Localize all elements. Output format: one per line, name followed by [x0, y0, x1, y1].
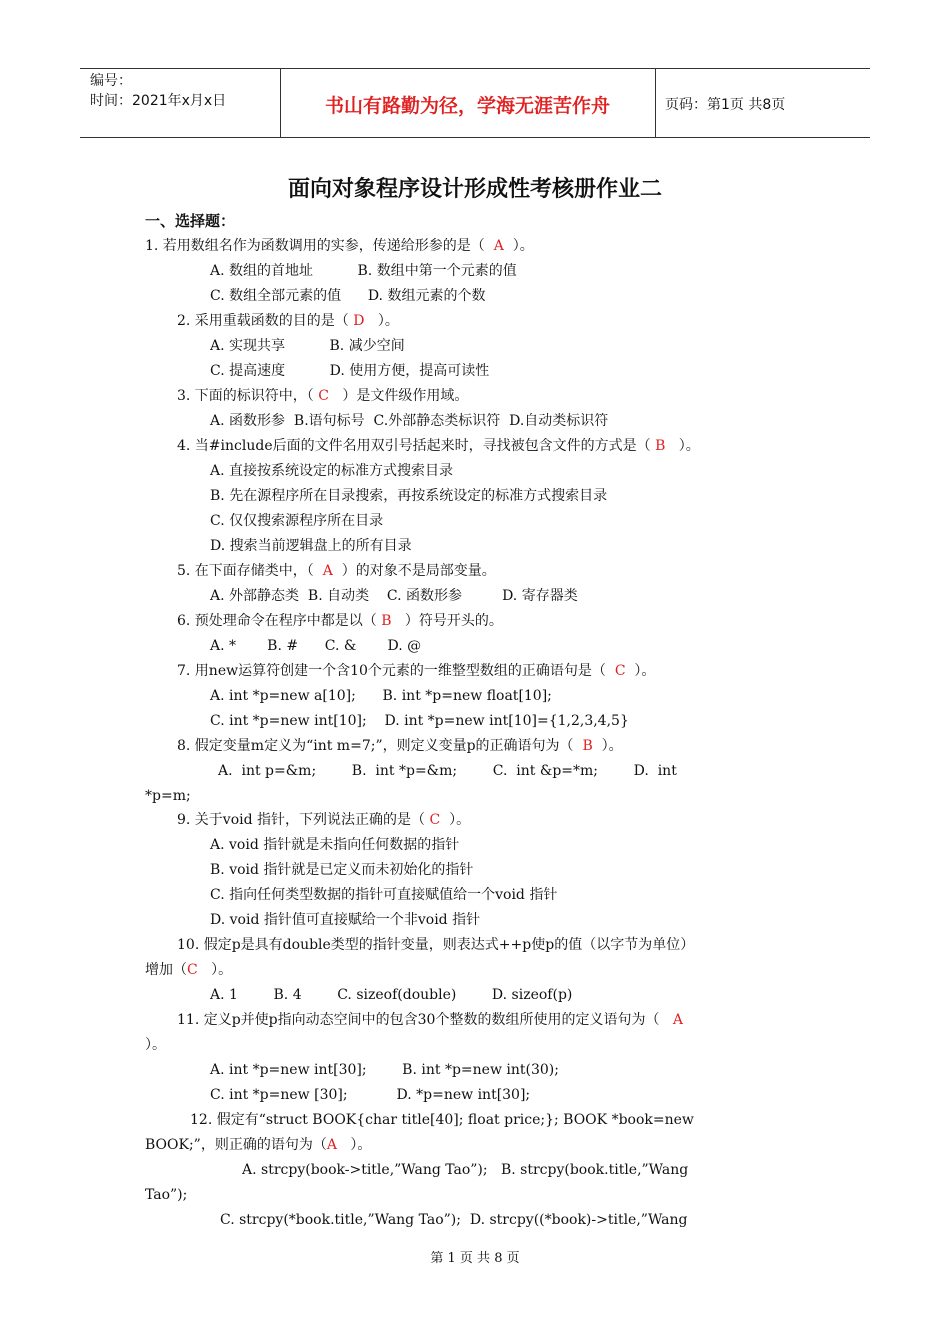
- question-line: [210, 711, 629, 731]
- question-line: [210, 536, 412, 556]
- question-text: 8. 假定变量m定义为“int m=7;”，则定义变量p的正确语句为（: [177, 738, 583, 754]
- question-text: 2. 采用重载函数的目的是（: [177, 313, 354, 329]
- question-text: A. 实现共享 B. 减少空间: [210, 338, 405, 354]
- answer-mark: D: [353, 313, 365, 329]
- header-meta: [90, 71, 226, 111]
- question-text: ）。: [440, 812, 471, 828]
- answer-mark: B: [655, 438, 666, 454]
- question-text: ）符号开头的。: [391, 613, 503, 629]
- number-label: 编号：: [90, 73, 132, 89]
- question-text: 4. 当#include后面的文件名用双引号括起来时，寻找被包含文件的方式是（: [177, 438, 656, 454]
- question-text: 3. 下面的标识符中，（: [177, 388, 319, 404]
- question-text: 6. 预处理命令在程序中都是以（: [177, 613, 382, 629]
- question-text: ）。: [336, 1137, 372, 1153]
- answer-mark: C: [187, 962, 198, 978]
- answer-mark: A: [672, 1012, 683, 1028]
- question-text: ）。: [592, 738, 623, 754]
- section-title: 一、选择题：: [145, 212, 236, 230]
- question-text: ）。: [364, 313, 399, 329]
- question-text: A. 函数形参 B.语句标号 C.外部静态类标识符 D.自动类标识符: [210, 413, 609, 429]
- answer-mark: B: [381, 613, 392, 629]
- question-text: 1. 若用数组名作为函数调用的实参，传递给形参的是（: [145, 238, 494, 254]
- question-text: A. int *p=new int[30]; B. int *p=new int(30);: [210, 1062, 559, 1078]
- question-line: [190, 1110, 694, 1130]
- question-line: [177, 311, 399, 331]
- question-text: B. 先在源程序所在目录搜索，再按系统设定的标准方式搜索目录: [210, 488, 608, 504]
- question-text: 增加（: [145, 962, 187, 978]
- question-text: ）。: [665, 438, 700, 454]
- page-footer: 第 1 页 共 8 页: [430, 1251, 520, 1266]
- question-line: [177, 436, 700, 456]
- question-line: [210, 461, 453, 481]
- question-text: Tao”);: [145, 1187, 188, 1203]
- question-text: A. * B. # C. & D. @: [210, 638, 422, 654]
- question-line: [210, 885, 557, 905]
- question-line: [242, 1160, 688, 1180]
- question-text: ）。: [197, 962, 233, 978]
- question-line: [177, 561, 496, 581]
- question-line: [177, 661, 655, 681]
- question-line: [177, 386, 468, 406]
- document-title: 面向对象程序设计形成性考核册作业二: [287, 177, 662, 202]
- question-text: ）。: [145, 1037, 166, 1053]
- question-text: 12. 假定有“struct BOOK{char title[40]; float price;}; BOOK *book=new: [190, 1112, 694, 1128]
- question-text: 9. 关于void 指针，下列说法正确的是（: [177, 812, 430, 828]
- question-text: C. 提高速度 D. 使用方便，提高可读性: [210, 363, 490, 379]
- question-text: A. strcpy(book->title,”Wang Tao”); B. strcpy(book.title,”Wang: [242, 1162, 689, 1178]
- question-line: [145, 1135, 371, 1155]
- answer-mark: B: [582, 738, 593, 754]
- question-line: [210, 860, 473, 880]
- question-text: *p=m;: [145, 788, 191, 804]
- question-line: [145, 960, 232, 980]
- header-motto: 书山有路勤为径，学海无涯苦作舟: [324, 95, 610, 117]
- question-text: C. int *p=new [30]; D. *p=new int[30];: [210, 1087, 531, 1103]
- question-line: [210, 910, 480, 930]
- question-line: [210, 1060, 559, 1080]
- question-line: [210, 511, 383, 531]
- question-text: ）是文件级作用域。: [328, 388, 469, 404]
- question-line: [210, 411, 608, 431]
- question-text: A. 1 B. 4 C. sizeof(double) D. sizeof(p): [210, 987, 573, 1003]
- question-text: BOOK;”，则正确的语句为（: [145, 1137, 327, 1153]
- question-text: ）。: [503, 238, 534, 254]
- question-line: [177, 810, 470, 830]
- question-text: A. int p=&m; B. int *p=&m; C. int &p=*m; D. int: [218, 763, 677, 779]
- question-line: [177, 736, 623, 756]
- question-line: [145, 786, 191, 806]
- question-text: D. 搜索当前逻辑盘上的所有目录: [210, 538, 412, 554]
- question-line: [145, 1035, 166, 1055]
- question-text: A. 直接按系统设定的标准方式搜索目录: [210, 463, 454, 479]
- question-line: [220, 1210, 687, 1230]
- question-text: A. int *p=new a[10]; B. int *p=new float[10];: [210, 688, 552, 704]
- page-header: [80, 68, 870, 138]
- question-text: A. 外部静态类 B. 自动类 C. 函数形参 D. 寄存器类: [210, 588, 578, 604]
- question-text: C. 数组全部元素的值 D. 数组元素的个数: [210, 288, 486, 304]
- question-text: C. int *p=new int[10]; D. int *p=new int[10]={1,2,3,4,5}: [210, 713, 629, 729]
- answer-mark: A: [326, 1137, 337, 1153]
- question-text: 7. 用new运算符创建一个含10个元素的一维整型数组的正确语句是（: [177, 663, 615, 679]
- question-line: [177, 1010, 683, 1030]
- answer-mark: C: [614, 663, 626, 679]
- question-text: B. void 指针就是已定义而未初始化的指针: [210, 862, 474, 878]
- header-page-info: 页码：第1页 共8页: [665, 97, 786, 113]
- question-line: [210, 286, 485, 306]
- question-text: ）的对象不是局部变量。: [332, 563, 496, 579]
- question-line: [210, 686, 552, 706]
- question-text: 10. 假定p是具有double类型的指针变量，则表达式++p使p的值（以字节为单位）: [177, 937, 695, 953]
- question-line: [210, 361, 489, 381]
- time-label: 时间：2021年x月x日: [90, 93, 227, 109]
- question-text: 5. 在下面存储类中，（: [177, 563, 323, 579]
- answer-mark: C: [318, 388, 329, 404]
- answer-mark: C: [429, 812, 441, 828]
- question-line: [210, 486, 607, 506]
- question-line: [177, 935, 694, 955]
- question-line: [177, 611, 503, 631]
- question-line: [210, 835, 459, 855]
- question-line: [145, 236, 534, 256]
- question-text: A. void 指针就是未指向任何数据的指针: [210, 837, 460, 853]
- question-text: C. 仅仅搜索源程序所在目录: [210, 513, 384, 529]
- question-text: A. 数组的首地址 B. 数组中第一个元素的值: [210, 263, 517, 279]
- question-line: [210, 1085, 530, 1105]
- question-text: ）。: [625, 663, 656, 679]
- question-text: C. 指向任何类型数据的指针可直接赋值给一个void 指针: [210, 887, 558, 903]
- question-text: C. strcpy(*book.title,”Wang Tao”); D. strcpy((*book)->title,”Wang: [220, 1212, 688, 1228]
- answer-mark: A: [493, 238, 504, 254]
- question-text: D. void 指针值可直接赋给一个非void 指针: [210, 912, 481, 928]
- question-line: [210, 586, 578, 606]
- question-text: 11. 定义p并使p指向动态空间中的包含30个整数的数组所使用的定义语句为（: [177, 1012, 673, 1028]
- question-line: [210, 336, 405, 356]
- question-line: [210, 636, 421, 656]
- question-line: [210, 985, 572, 1005]
- question-line: [145, 1185, 187, 1205]
- question-line: [218, 761, 677, 781]
- answer-mark: A: [322, 563, 333, 579]
- header-divider: [655, 69, 656, 137]
- question-line: [210, 261, 517, 281]
